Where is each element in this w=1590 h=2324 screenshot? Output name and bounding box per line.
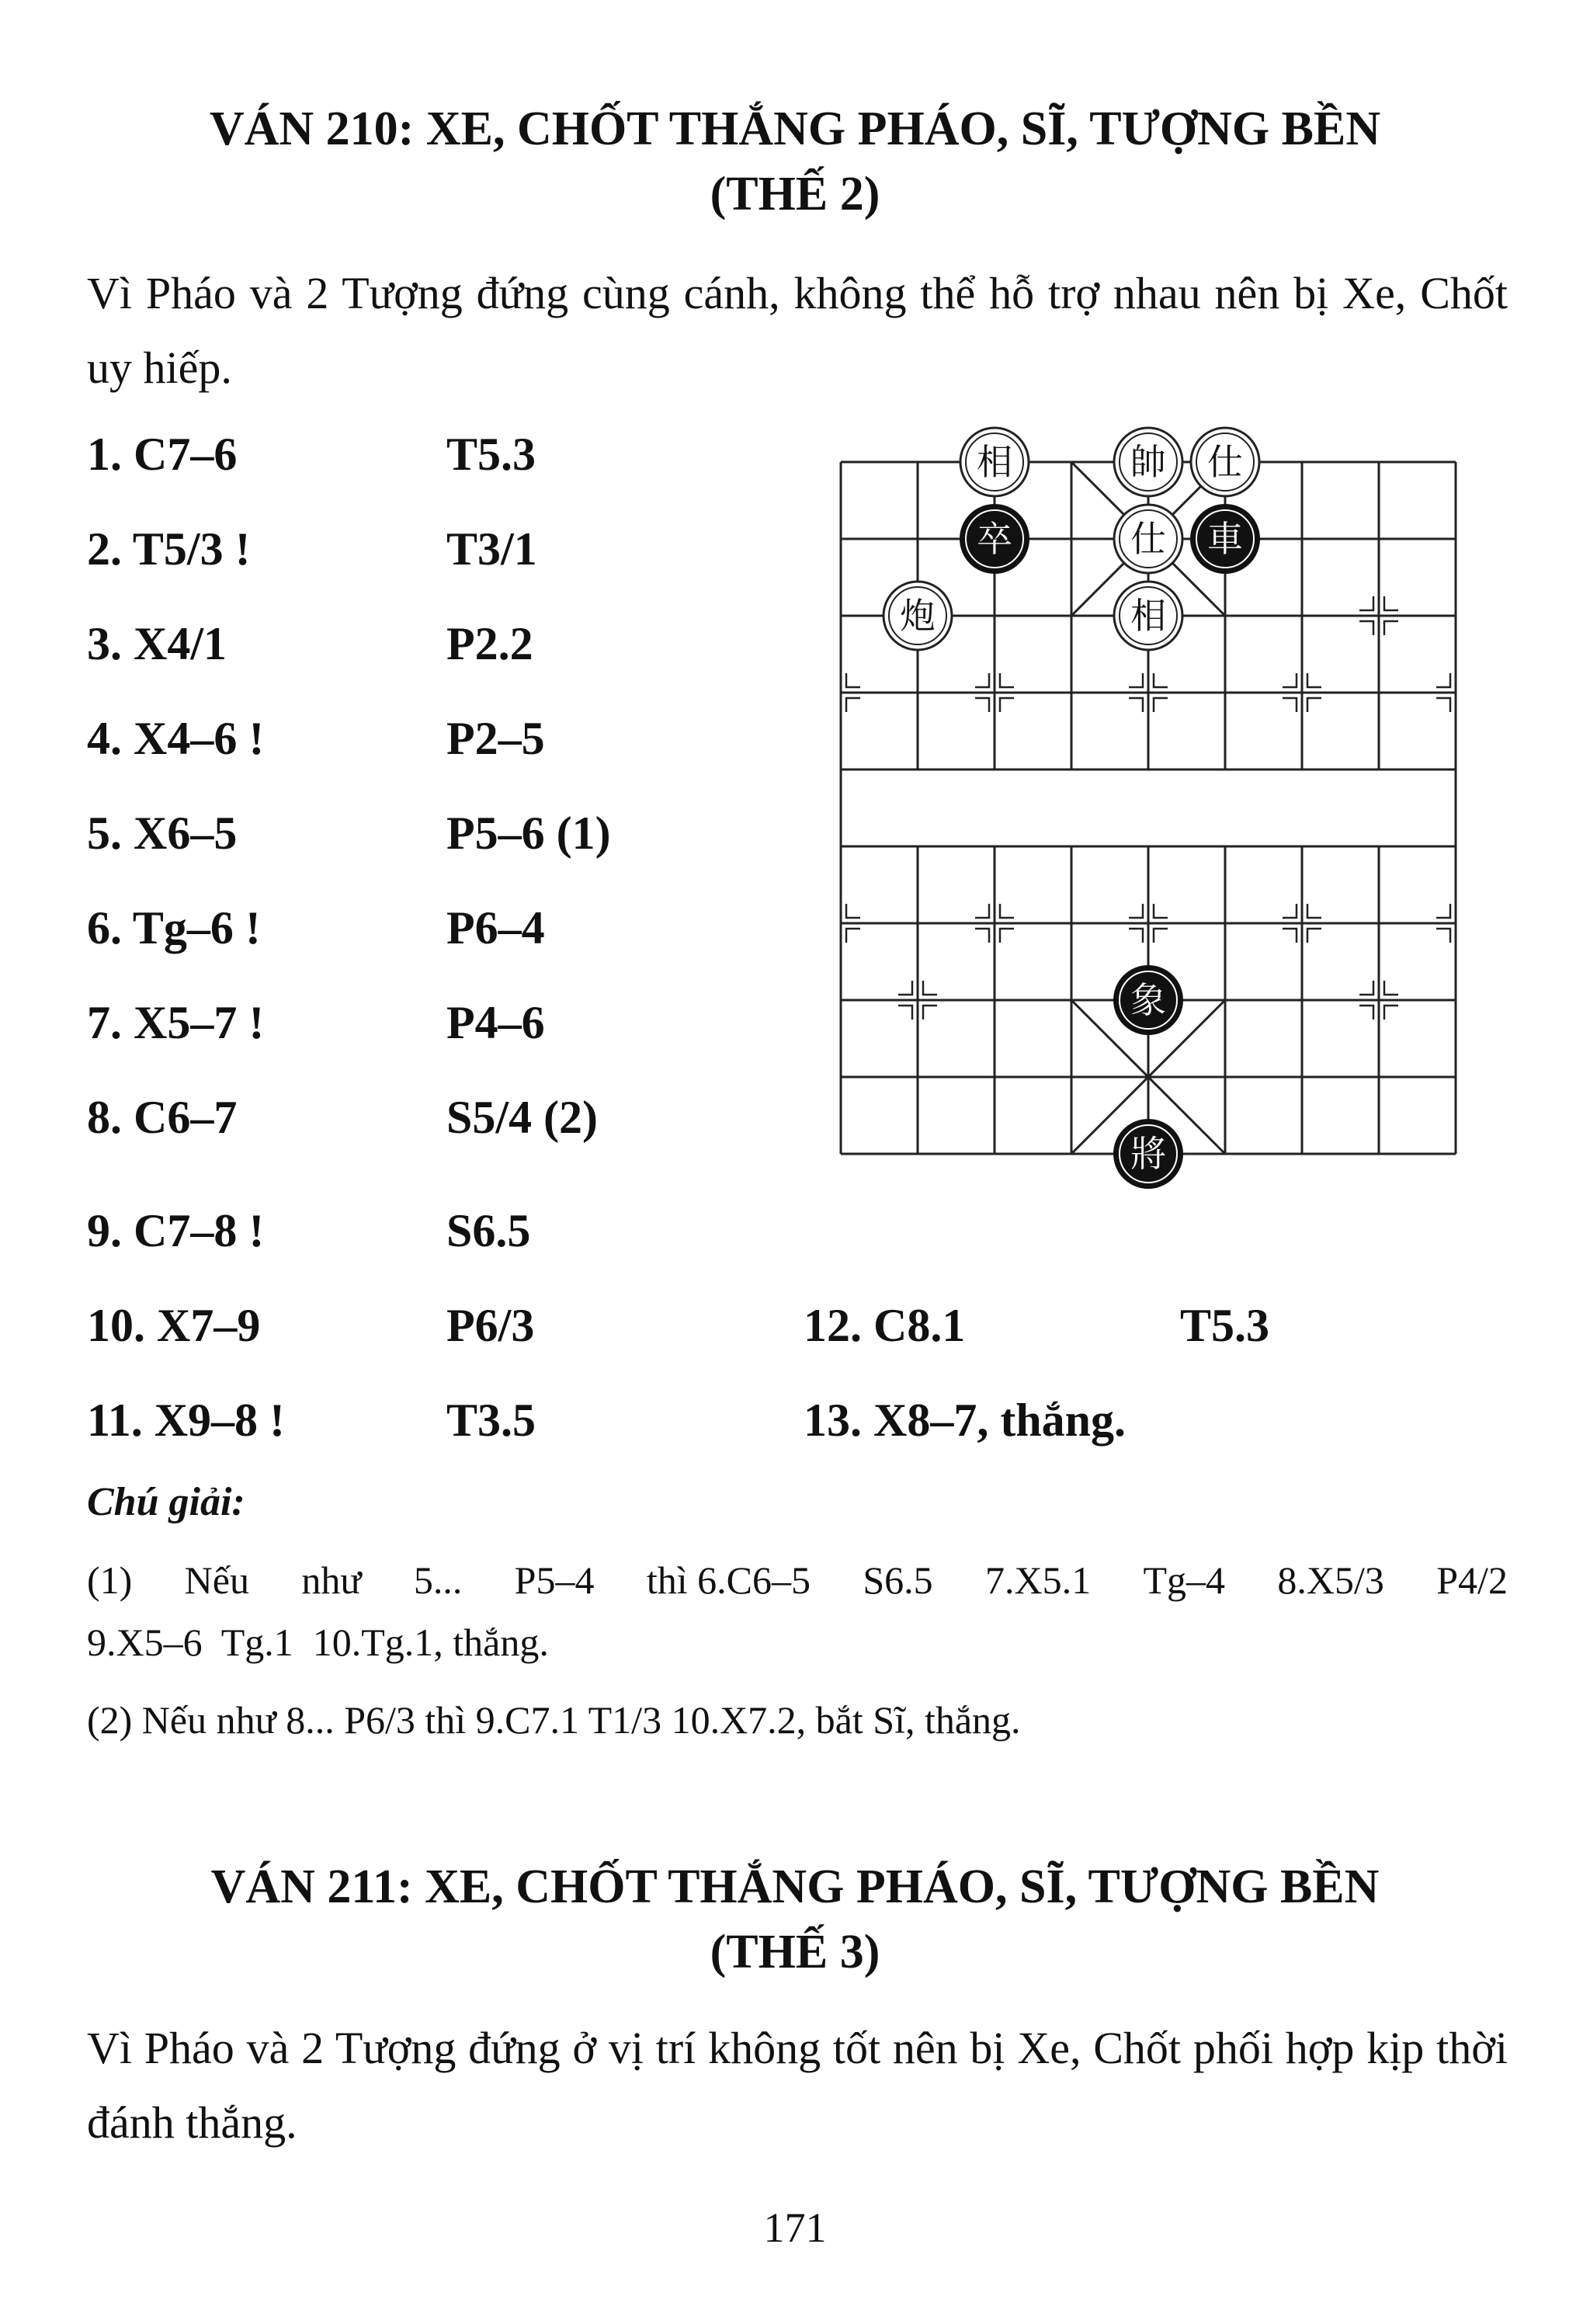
position-mark (1359, 1006, 1373, 1020)
position-mark (1436, 904, 1450, 918)
move-black: S6.5 (446, 1205, 531, 1256)
piece-glyph: 仕 (1130, 518, 1166, 560)
move-red: 8. C6–7 (87, 1092, 238, 1143)
piece-red (884, 582, 952, 650)
piece-red (1114, 505, 1182, 573)
piece-red (960, 428, 1029, 496)
move-black: P4–6 (446, 997, 545, 1048)
position-mark (975, 698, 989, 712)
position-mark (1436, 698, 1450, 712)
note-1-token: P5–4 (514, 1558, 595, 1602)
move-black: S5/4 (2) (446, 1092, 598, 1143)
position-mark (1384, 981, 1398, 995)
note-1-token: như (301, 1558, 362, 1602)
position-mark (1154, 929, 1168, 943)
note-1 (87, 1549, 1508, 1673)
position-mark (1000, 698, 1014, 712)
piece-black (1191, 505, 1259, 573)
position-mark (1307, 929, 1321, 943)
position-mark (1384, 1006, 1398, 1020)
piece-red (1114, 582, 1182, 650)
game211-title-line1: VÁN 211: XE, CHỐT THẮNG PHÁO, SĨ, TƯỢNG BỀN (210, 1860, 1380, 1913)
position-mark (1129, 673, 1143, 687)
note-1-line2: 9.X5–6 Tg.1 10.Tg.1, thắng. (87, 1621, 549, 1664)
position-mark (1307, 673, 1321, 687)
move-black: T5.3 (446, 429, 536, 480)
position-mark (1307, 904, 1321, 918)
position-mark (1154, 673, 1168, 687)
note-1-token: Tg–4 (1143, 1558, 1226, 1602)
position-mark (1129, 929, 1143, 943)
position-mark (1283, 929, 1297, 943)
position-mark (846, 929, 860, 943)
move-black: T3.5 (446, 1395, 536, 1446)
move-red: 5. X6–5 (87, 808, 238, 859)
notes-heading: Chú giải: (87, 1480, 245, 1524)
move-red: 4. X4–6 ! (87, 713, 265, 764)
piece-glyph: 相 (977, 441, 1012, 483)
position-mark (923, 981, 937, 995)
position-mark (975, 904, 989, 918)
piece-black (1114, 966, 1182, 1034)
position-mark (1000, 673, 1014, 687)
position-mark (1359, 981, 1373, 995)
piece-glyph: 象 (1130, 979, 1166, 1021)
note-1-token: Nếu (184, 1558, 249, 1602)
position-mark (1000, 904, 1014, 918)
move-red: 9. C7–8 ! (87, 1205, 265, 1256)
move-red: 1. C7–6 (87, 429, 238, 480)
move-red: 2. T5/3 ! (87, 523, 251, 575)
note-1-token: S6.5 (863, 1558, 933, 1602)
piece-glyph: 將 (1130, 1133, 1166, 1175)
position-mark (1307, 698, 1321, 712)
position-mark (846, 673, 860, 687)
position-mark (1283, 673, 1297, 687)
xiangqi-board (823, 419, 1475, 1211)
game210-title-line2: (THẾ 2) (710, 168, 880, 221)
position-mark (1359, 596, 1373, 610)
move-red: 6. Tg–6 ! (87, 902, 261, 954)
piece-glyph: 仕 (1207, 441, 1243, 483)
position-mark (1129, 698, 1143, 712)
position-mark (1283, 904, 1297, 918)
note-1-token: 8.X5/3 (1277, 1558, 1384, 1602)
piece-black (1114, 1120, 1182, 1188)
game210-title-line1: VÁN 210: XE, CHỐT THẮNG PHÁO, SĨ, TƯỢNG BỀN (209, 102, 1381, 155)
position-mark (846, 904, 860, 918)
move-black: P6–4 (446, 902, 545, 954)
position-mark (1436, 929, 1450, 943)
position-mark (1154, 698, 1168, 712)
piece-glyph: 車 (1207, 518, 1243, 560)
piece-glyph: 卒 (977, 518, 1012, 560)
piece-red (1114, 428, 1182, 496)
move-black: P6/3 (446, 1300, 535, 1351)
move-red: 3. X4/1 (87, 618, 227, 669)
position-mark (1000, 929, 1014, 943)
note-1-line1 (87, 1549, 1508, 1611)
move-red: 11. X9–8 ! (87, 1395, 285, 1446)
position-mark (1384, 621, 1398, 635)
note-2: (2) Nếu như 8... P6/3 thì 9.C7.1 T1/3 10.X7.2, bắt Sĩ, thắng. (87, 1698, 1021, 1742)
move-black: T3/1 (446, 523, 537, 575)
position-mark (1283, 698, 1297, 712)
move-red: 7. X5–7 ! (87, 997, 265, 1048)
position-mark (923, 1006, 937, 1020)
position-mark (1359, 621, 1373, 635)
position-mark (898, 981, 912, 995)
game211-intro: Vì Pháo và 2 Tượng đứng ở vị trí không tốt nên bị Xe, Chốt phối hợp kịp thời đánh thắng. (87, 2023, 1508, 2148)
page-number: 171 (763, 2204, 827, 2251)
position-mark (1154, 904, 1168, 918)
position-mark (1384, 596, 1398, 610)
piece-glyph: 相 (1130, 595, 1166, 637)
note-1-token: 7.X5.1 (985, 1558, 1092, 1602)
move-black: P2.2 (446, 618, 533, 669)
note-1-token: 5... (413, 1558, 463, 1602)
move-black: T5.3 (1180, 1300, 1270, 1351)
note-1-token: P4/2 (1436, 1558, 1508, 1602)
position-mark (1436, 673, 1450, 687)
move-red: 10. X7–9 (87, 1300, 261, 1351)
move-black: P2–5 (446, 713, 545, 764)
piece-black (960, 505, 1029, 573)
move-red: 13. X8–7, thắng. (804, 1395, 1127, 1446)
piece-red (1191, 428, 1259, 496)
position-mark (846, 698, 860, 712)
piece-glyph: 帥 (1130, 441, 1166, 483)
move-black: P5–6 (1) (446, 808, 611, 859)
piece-glyph: 炮 (900, 595, 936, 637)
note-1-token: (1) (87, 1558, 133, 1602)
position-mark (975, 673, 989, 687)
game211-title-line2: (THẾ 3) (710, 1926, 880, 1978)
position-mark (898, 1006, 912, 1020)
move-red: 12. C8.1 (804, 1300, 966, 1351)
note-1-token: thì 6.C6–5 (646, 1558, 811, 1602)
position-mark (975, 929, 989, 943)
game210-intro: Vì Pháo và 2 Tượng đứng cùng cánh, không thể hỗ trợ nhau nên bị Xe, Chốt uy hiếp. (87, 268, 1508, 393)
position-mark (1129, 904, 1143, 918)
